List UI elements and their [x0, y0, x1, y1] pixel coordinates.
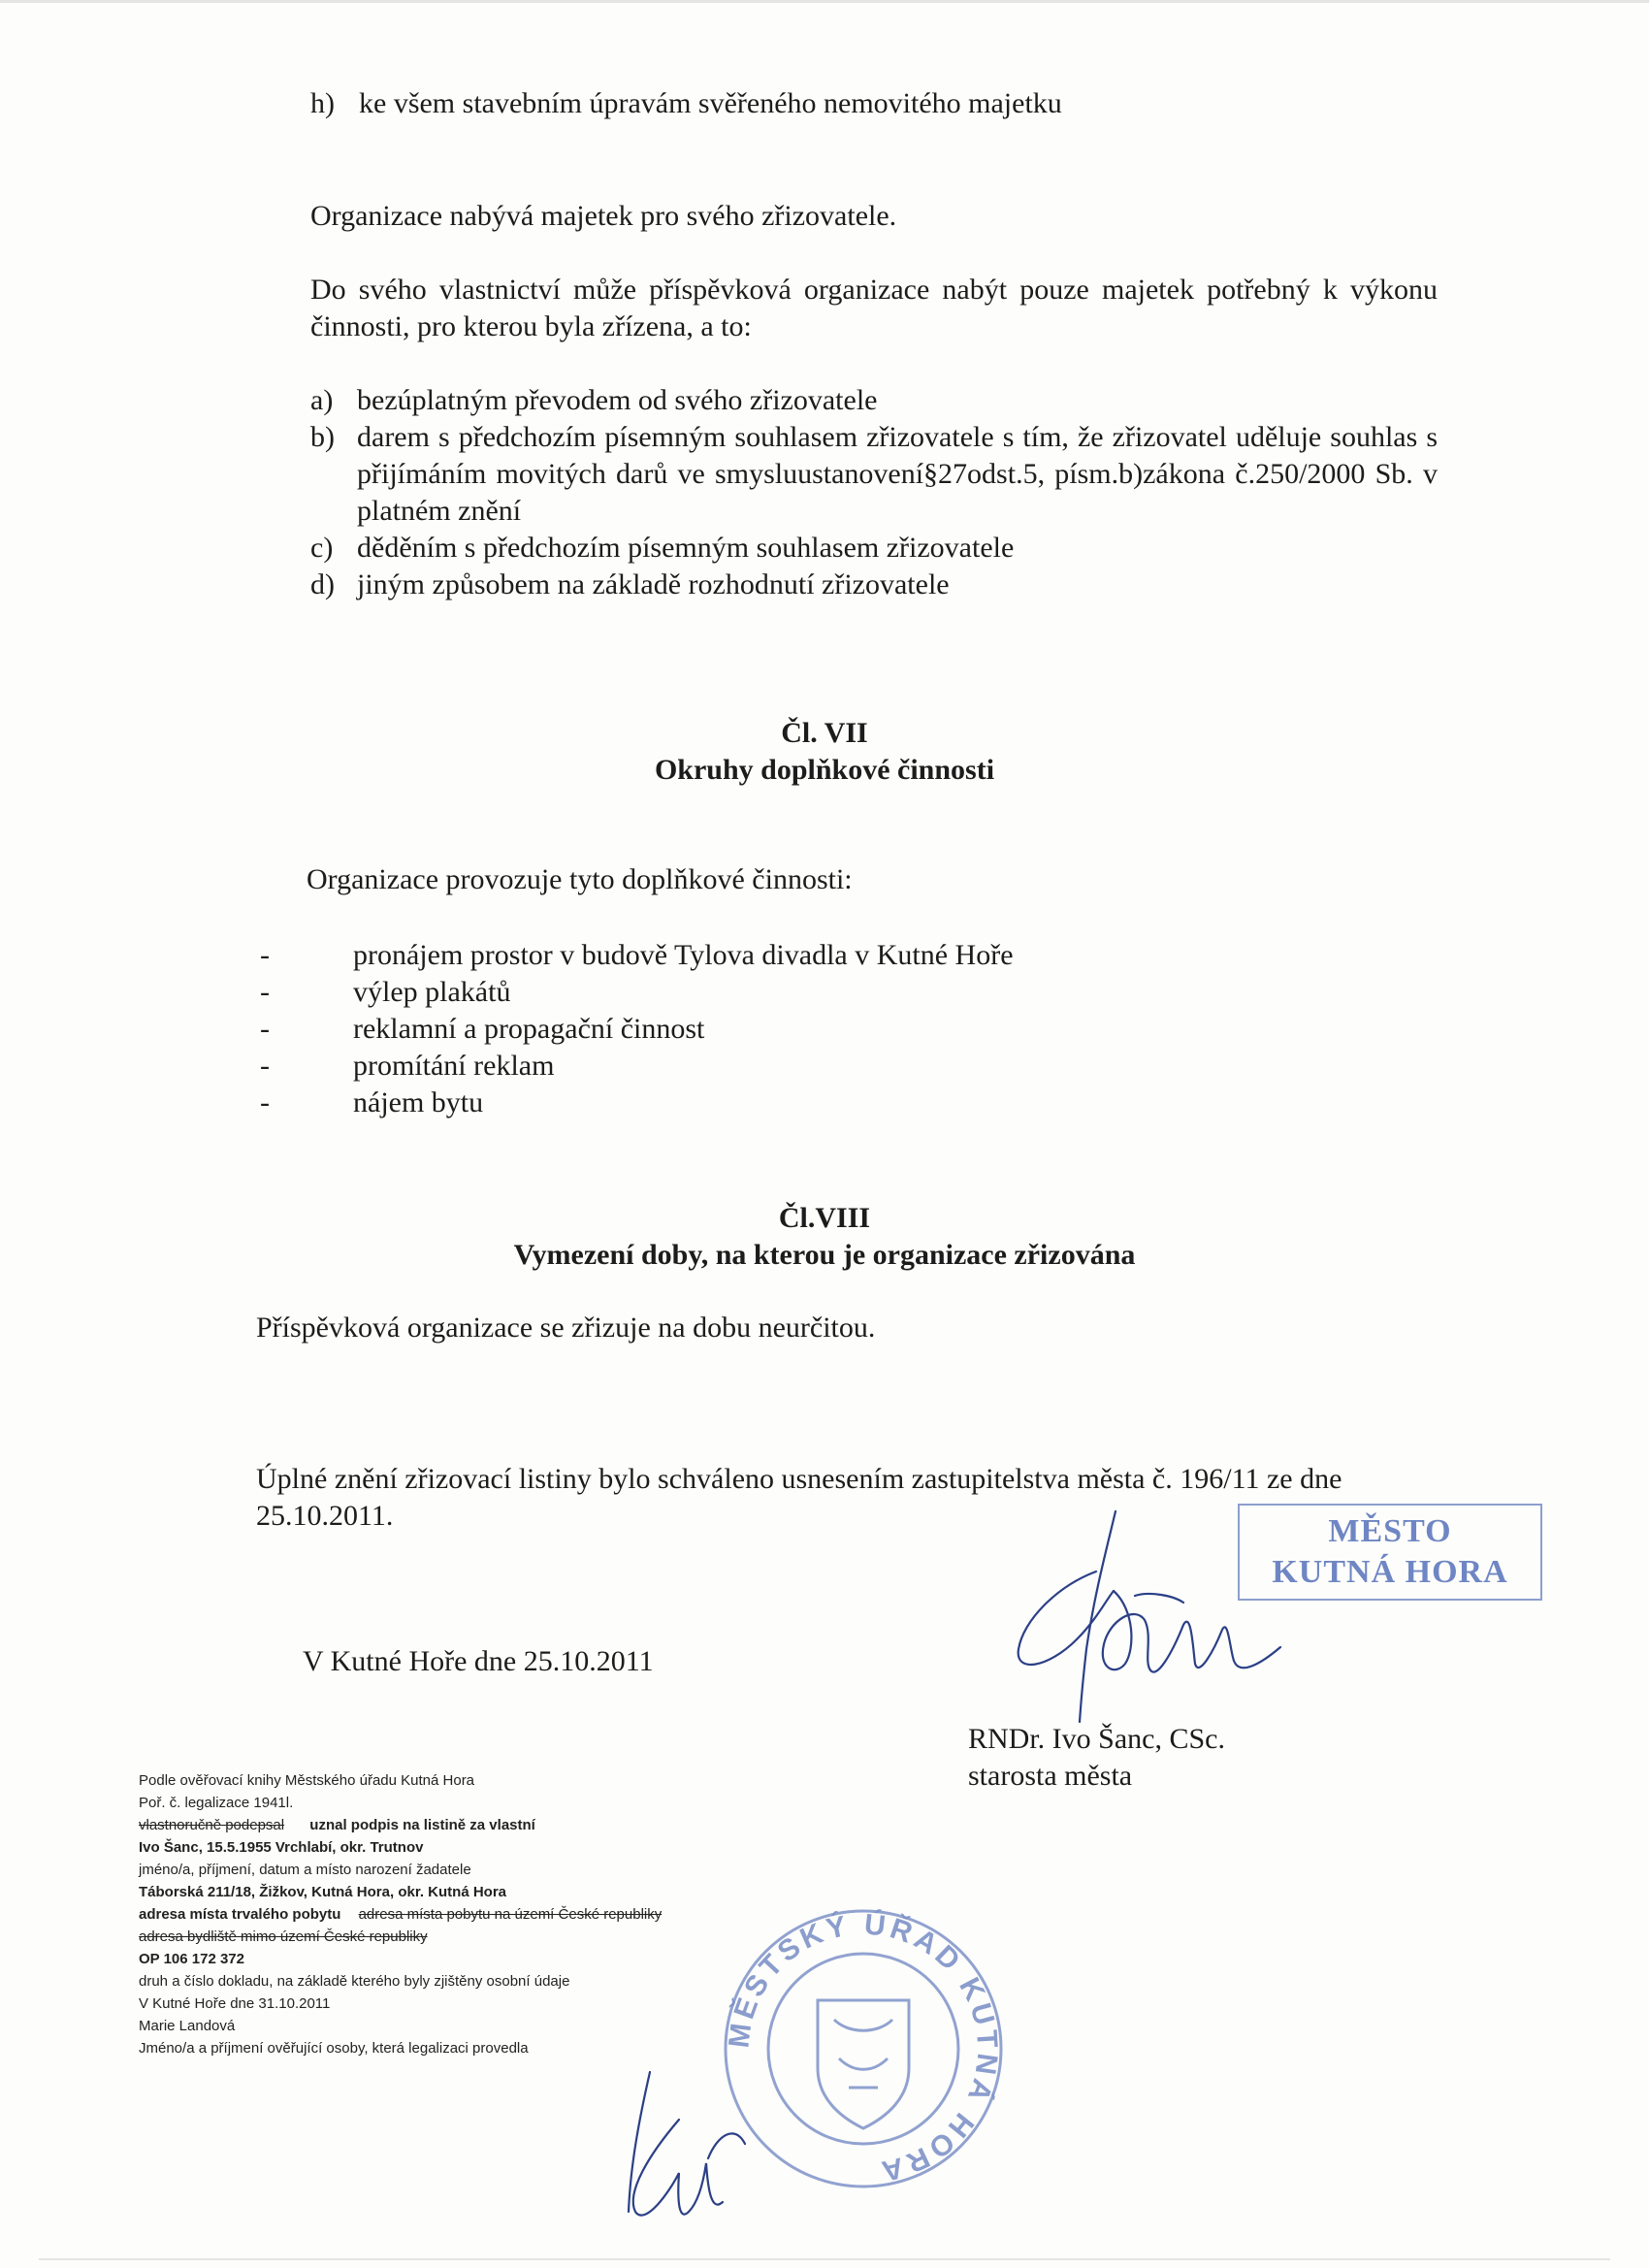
legal-line: druh a číslo dokladu, na základě kterého byly zjištěny osobní údaje — [139, 1973, 570, 1990]
dash-bullet: - — [260, 939, 270, 971]
legalization-clause — [139, 1769, 760, 2059]
signatory-role: starosta města — [968, 1760, 1133, 1792]
list-text: děděním s předchozím písemným souhlasem zřizovatele — [357, 532, 1015, 564]
legal-line: Poř. č. legalizace 1941l. — [139, 1795, 294, 1811]
legal-line: V Kutné Hoře dne 31.10.2011 — [139, 1995, 331, 2012]
legal-line: Táborská 211/18, Žižkov, Kutná Hora, okr. Kutná Hora — [139, 1884, 507, 1900]
signatory-name: RNDr. Ivo Šanc, CSc. — [968, 1723, 1225, 1755]
activity-text: reklamní a propagační činnost — [353, 1013, 705, 1045]
clerk-signature — [611, 2066, 786, 2241]
list-label: h) — [310, 87, 335, 119]
list-label: d) — [310, 568, 335, 600]
article-8-title: Vymezení doby, na kterou je organizace zřizována — [513, 1239, 1136, 1271]
legal-line: Jméno/a a příjmení ověřující osoby, která legalizaci provedla — [139, 2040, 529, 2057]
stamp-line-2: KUTNÁ HORA — [1272, 1554, 1508, 1590]
article-7-number: Čl. VII — [781, 717, 868, 749]
paragraph-2: Do svého vlastnictví může příspěvková organizace nabýt pouze majetek potřebný k výkonu činnosti, pro kterou byla zřízena, a to: — [310, 274, 1438, 342]
approval-statement: Úplné znění zřizovací listiny bylo schváleno usnesením zastupitelstva města č. 196/11 ze dne 25.10.2011. — [256, 1463, 1342, 1532]
list-label: a) — [310, 384, 334, 416]
legal-struck-text: adresa místa pobytu na území České republiky — [358, 1906, 663, 1923]
legal-line: adresa bydliště mimo území České republiky — [139, 1928, 428, 1945]
scan-edge-bottom — [39, 2258, 1610, 2260]
activity-text: nájem bytu — [353, 1086, 484, 1118]
activity-text: promítání reklam — [353, 1050, 555, 1082]
legal-struck-text: vlastnoručně podepsal — [139, 1817, 285, 1833]
legal-line: Marie Landová — [139, 2018, 236, 2034]
legal-line: OP 106 172 372 — [139, 1951, 244, 1967]
scan-edge-top — [0, 0, 1649, 3]
dash-bullet: - — [260, 1086, 270, 1118]
article-7-intro: Organizace provozuje tyto doplňkové činnosti: — [307, 863, 853, 895]
article-7-title: Okruhy doplňkové činnosti — [654, 754, 995, 786]
legal-line: Ivo Šanc, 15.5.1955 Vrchlabí, okr. Trutnov — [139, 1839, 424, 1856]
activity-text: výlep plakátů — [353, 976, 511, 1008]
list-text: darem s předchozím písemným souhlasem zřizovatele s tím, že zřizovatel uděluje souhlas s přijímáním movitých darů ve smysluustanovení§27odst.5, písm.b)zákona č.250/2000 Sb. v platném znění — [357, 421, 1438, 527]
list-label: c) — [310, 532, 334, 564]
legal-line: jméno/a, příjmení, datum a místo narození žadatele — [139, 1862, 471, 1878]
place-and-date: V Kutné Hoře dne 25.10.2011 — [303, 1645, 654, 1677]
legal-line — [139, 1814, 760, 1836]
list-text: bezúplatným převodem od svého zřizovatele — [357, 384, 878, 416]
dash-bullet: - — [260, 1050, 270, 1082]
legal-line — [139, 1903, 760, 1926]
article-8-text: Příspěvková organizace se zřizuje na dobu neurčitou. — [256, 1312, 876, 1344]
list-text: jiným způsobem na základě rozhodnutí zřizovatele — [357, 568, 950, 600]
dash-bullet: - — [260, 1013, 270, 1045]
paragraph-1: Organizace nabývá majetek pro svého zřizovatele. — [310, 200, 897, 232]
round-stamp-text: MĚSTSKÝ ÚŘAD KUTNÁ HORA — [723, 1908, 1004, 2188]
article-8-number: Čl.VIII — [778, 1202, 871, 1234]
stamp-line-1: MĚSTO — [1328, 1513, 1452, 1549]
activity-text: pronájem prostor v budově Tylova divadla v Kutné Hoře — [353, 939, 1014, 971]
dash-bullet: - — [260, 976, 270, 1008]
legal-bold-text: adresa místa trvalého pobytu — [139, 1906, 341, 1923]
legal-line: Podle ověřovací knihy Městského úřadu Kutná Hora — [139, 1772, 475, 1789]
list-text: ke všem stavebním úpravám svěřeného nemovitého majetku — [359, 87, 1062, 119]
legal-bold-text: uznal podpis na listině za vlastní — [309, 1817, 535, 1833]
list-label: b) — [310, 421, 335, 453]
mayor-signature — [989, 1504, 1300, 1727]
